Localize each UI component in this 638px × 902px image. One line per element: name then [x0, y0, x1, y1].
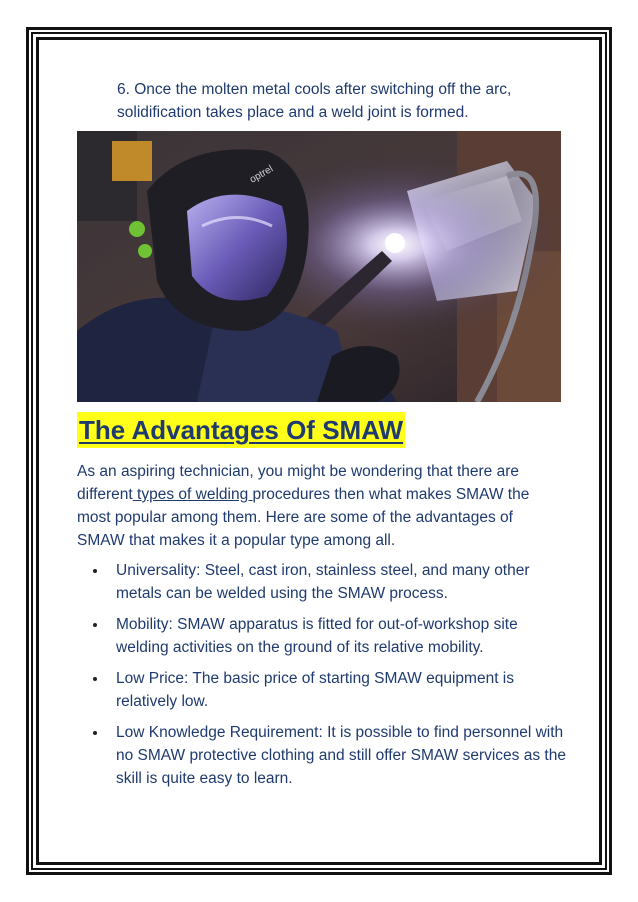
bullet-icon	[93, 731, 97, 735]
list-item	[77, 667, 567, 713]
list-item	[77, 559, 567, 605]
helmet-brand-label: optrel	[248, 163, 276, 186]
bullet-icon	[93, 623, 97, 627]
advantage-mobility: Mobility: SMAW apparatus is fitted for out-of-workshop site welding activities on the ground of its relative mobility.	[116, 616, 518, 656]
bullet-icon	[93, 677, 97, 681]
section-heading-wrap	[77, 412, 405, 448]
intro-text-after: procedures then what makes SMAW the most popular among them. Here are some of the advantages of SMAW that makes it a popular type among all.	[77, 486, 530, 549]
step-six-text: 6. Once the molten metal cools after switching off the arc, solidification takes place and a weld joint is formed.	[117, 81, 512, 121]
advantages-list	[77, 559, 567, 798]
list-item	[77, 721, 567, 790]
bullet-icon	[93, 569, 97, 573]
list-item	[77, 613, 567, 659]
section-heading: The Advantages Of SMAW	[77, 412, 405, 448]
types-of-welding-link[interactable]: types of welding	[132, 486, 253, 503]
intro-paragraph	[77, 460, 557, 552]
welder-photo	[77, 131, 561, 402]
advantage-universality: Universality: Steel, cast iron, stainless steel, and many other metals can be welded using the SMAW process.	[116, 562, 530, 602]
intro-text-before: As an aspiring technician, you might be wondering that there are different	[77, 463, 520, 503]
advantage-low-price: Low Price: The basic price of starting SMAW equipment is relatively low.	[116, 670, 514, 710]
advantage-low-knowledge: Low Knowledge Requirement: It is possible to find personnel with no SMAW protective clothing and still offer SMAW services as the skill is quite easy to learn.	[116, 724, 566, 787]
welder-photo-icon	[77, 131, 561, 402]
